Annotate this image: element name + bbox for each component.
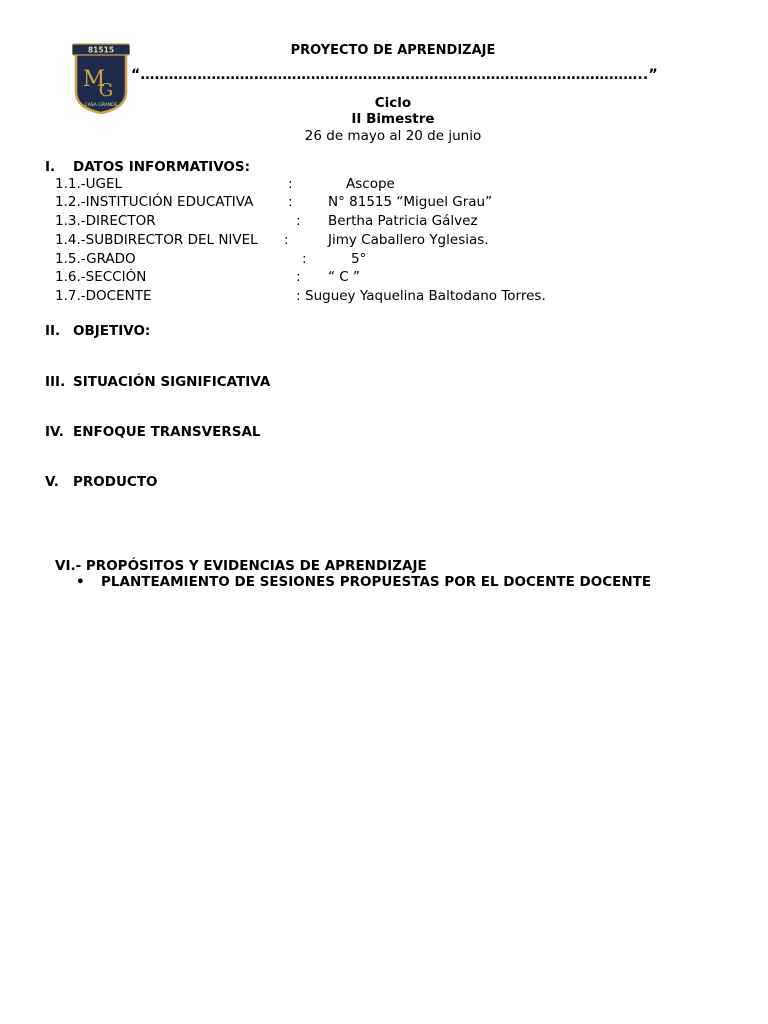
info-label-subdirector: 1.4.-SUBDIRECTOR DEL NIVEL (55, 232, 258, 248)
section-number: III. (45, 374, 66, 390)
info-colon: : (296, 288, 301, 304)
bullet-text: PLANTEAMIENTO DE SESIONES PROPUESTAS POR EL DOCENTE DOCENTE (101, 574, 652, 590)
info-value-subdirector: Jimy Caballero Yglesias. (328, 232, 489, 248)
section-number: II. (45, 323, 61, 339)
section-number: I. (45, 159, 56, 175)
info-value-seccion: “ C ” (328, 269, 360, 285)
info-label-grado: 1.5.-GRADO (55, 251, 136, 267)
info-value-docente: Suguey Yaquelina Baltodano Torres. (305, 288, 546, 304)
svg-text:G: G (98, 80, 114, 101)
info-colon: : (296, 269, 301, 285)
svg-text:CASA GRANDE: CASA GRANDE (84, 103, 118, 108)
svg-text:M: M (82, 67, 106, 92)
date-range: 26 de mayo al 20 de junio (304, 128, 482, 144)
svg-text:81515: 81515 (87, 45, 115, 55)
info-colon: : (284, 232, 289, 248)
section-title: ENFOQUE TRANSVERSAL (73, 424, 261, 440)
section-title: SITUACIÓN SIGNIFICATIVA (73, 374, 271, 390)
info-value-grado: 5° (351, 251, 367, 267)
section-datos-informativos (45, 159, 250, 175)
section-situacion-significativa (45, 374, 270, 390)
section-propositos: VI.- PROPÓSITOS Y EVIDENCIAS DE APRENDIZAJE (55, 558, 427, 574)
info-colon: : (288, 176, 293, 192)
section-enfoque-transversal (45, 424, 261, 440)
cycle-label: Ciclo (374, 95, 412, 111)
bullet-list-item (76, 574, 651, 590)
info-colon: : (302, 251, 307, 267)
info-value-institucion: N° 81515 “Miguel Grau” (328, 194, 493, 210)
info-colon: : (288, 194, 293, 210)
section-title: DATOS INFORMATIVOS: (73, 159, 251, 175)
info-label-institucion: 1.2.-INSTITUCIÓN EDUCATIVA (55, 194, 254, 210)
info-value-ugel: Ascope (346, 176, 395, 192)
info-label-docente: 1.7.-DOCENTE (55, 288, 152, 304)
info-value-director: Bertha Patricia Gálvez (328, 213, 478, 229)
section-producto (45, 474, 158, 490)
section-number: V. (45, 474, 59, 490)
bimester-label: II Bimestre (351, 111, 435, 127)
info-label-ugel: 1.1.-UGEL (55, 176, 123, 192)
bullet-icon: • (76, 574, 85, 590)
info-label-director: 1.3.-DIRECTOR (55, 213, 156, 229)
section-number: IV. (45, 424, 64, 440)
document-title: PROYECTO DE APRENDIZAJE (290, 43, 496, 58)
info-colon: : (296, 213, 301, 229)
section-title: OBJETIVO: (73, 323, 151, 339)
section-title: PRODUCTO (73, 474, 158, 490)
section-objetivo (45, 323, 150, 339)
project-name-placeholder: “……………………………………………………………………………………………..” (131, 67, 658, 83)
info-label-seccion: 1.6.-SECCIÓN (55, 269, 147, 285)
